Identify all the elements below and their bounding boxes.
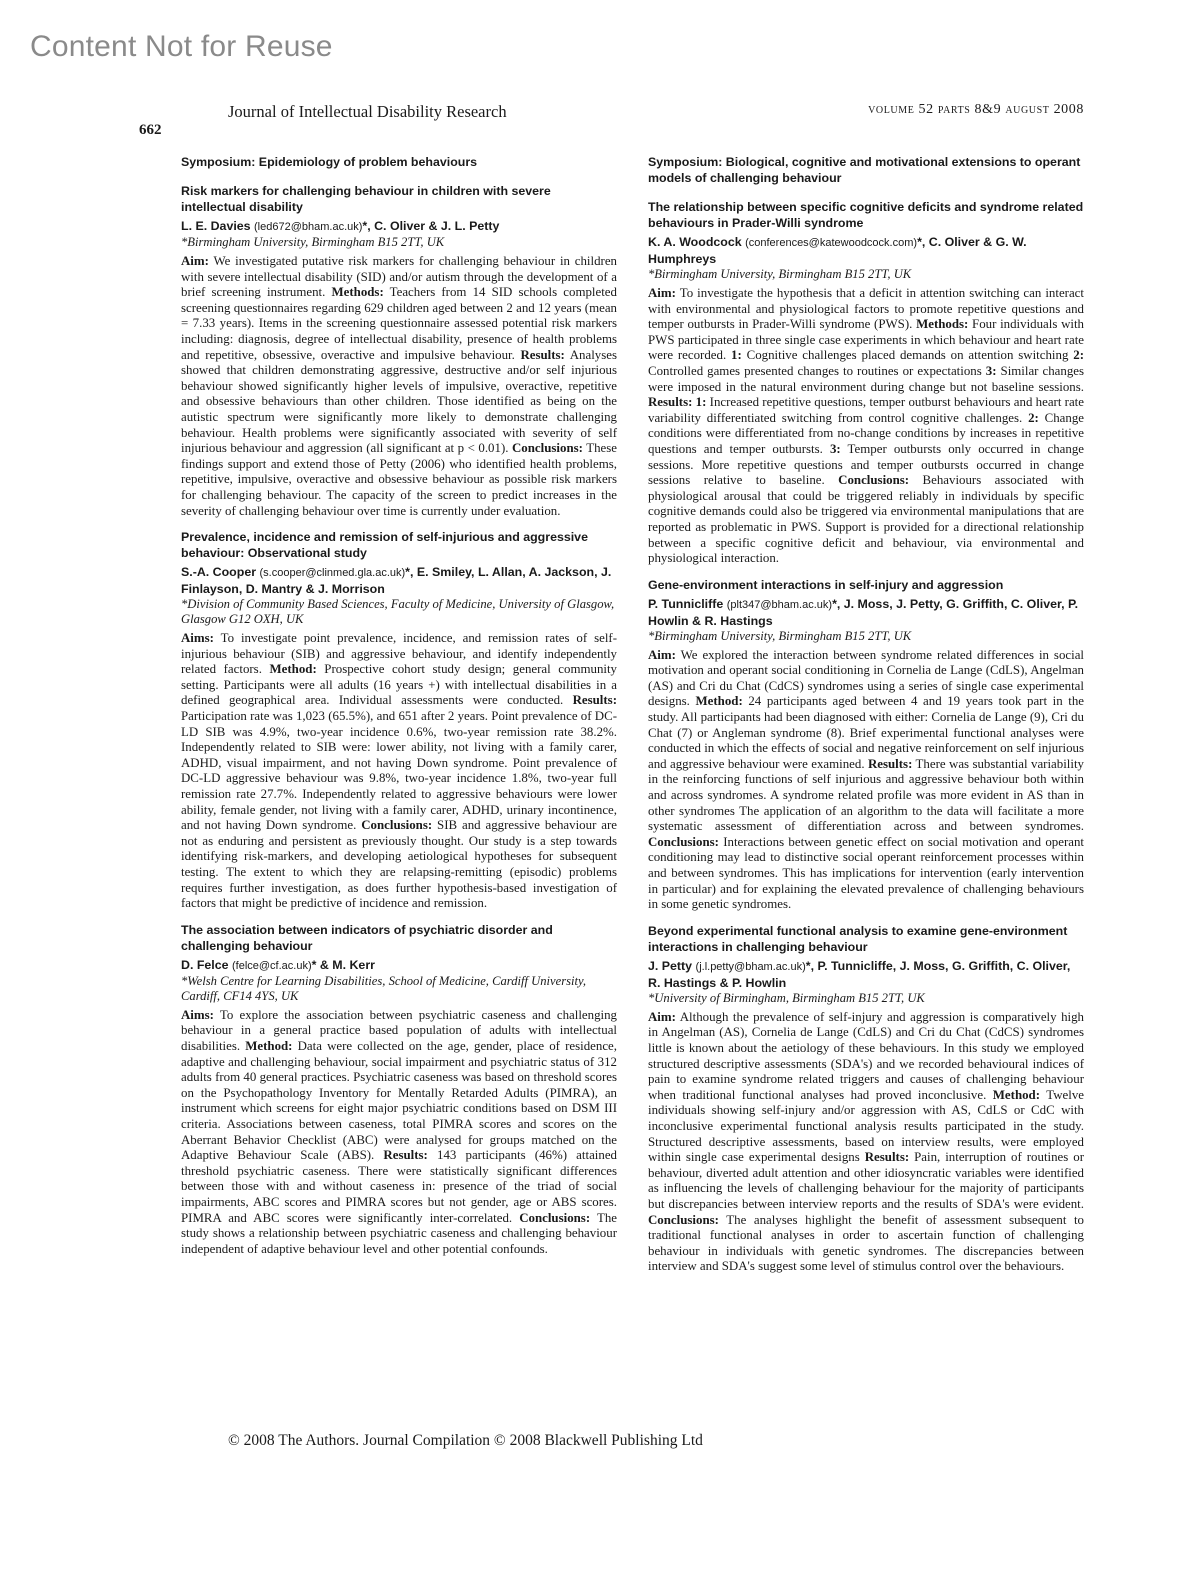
abstract-text: We explored the interaction between syndrome related differences in social motivation and operant social conditioning in Cornelia de Lange (CdLS), Angelman (AS) and Cri du Chat (CdCS) syndromes using a series of single case experimental designs. [648, 647, 1084, 709]
abstract-label: Methods: [331, 285, 384, 300]
abstract-text: Twelve individuals showing self-injury and/or aggression with AS, CdLS or CdC with inconclusive experimental functional analysis results participated in the study. Structured descriptive assessments, based on interview results, were employed within single case experimental designs [648, 1087, 1084, 1165]
abstract-label: 3: [985, 363, 997, 378]
abstract-text: To explore the association between psychiatric caseness and challenging behaviour in a general practice based population of adults with intellectual disabilities. [181, 1007, 617, 1053]
article-authors [648, 596, 1084, 629]
affiliation: *Welsh Centre for Learning Disabilities, School of Medicine, Cardiff University, Cardiff, CF14 4YS, UK [181, 973, 587, 1003]
lead-author: P. Tunnicliffe [648, 596, 724, 611]
author-email: (s.cooper@clinmed.gla.ac.uk) [259, 567, 406, 580]
article [648, 199, 1084, 567]
copyright-footer: © 2008 The Authors. Journal Compilation © 2008 Blackwell Publishing Ltd [228, 1432, 703, 1449]
article-title: Risk markers for challenging behaviour in children with severe intellectual disability [181, 184, 551, 214]
abstract-label: Results: [572, 693, 617, 708]
abstract-label: Methods: [916, 317, 969, 332]
abstract-text: Teachers from 14 SID schools completed screening questionnaires regarding 629 children aged between 2 and 12 years (mean = 7.33 years). Items in the screening questionnaire assessed potential risk markers including: diagnosis, degree of intellectual disability, presence of health problems and repetitive, obsessive, overactive and impulsive behaviour. [181, 285, 617, 362]
abstract-text: Prospective cohort study design; general community setting. Participants were all adults (16 years +) with intellectual disabilities in a defined geographical area. Individual assessments were conducted. [181, 662, 617, 708]
abstract-label: Results: [520, 347, 565, 362]
article-title: Prevalence, incidence and remission of self-injurious and aggressive behaviour: Observational study [181, 530, 588, 561]
volume-info: volume 52 parts 8&9 august 2008 [868, 102, 1084, 117]
abstract-label: Conclusions: [648, 834, 719, 849]
abstract [648, 286, 1084, 567]
article [648, 577, 1084, 913]
left-column [181, 154, 617, 1267]
lead-author: J. Petty [648, 958, 693, 973]
abstract-label: Conclusions: [512, 441, 583, 456]
abstract-text: The study shows a relationship between psychiatric caseness and challenging behaviour independent of adaptive behaviour level and other potential confounds. [181, 1210, 618, 1256]
co-authors: *, P. Tunnicliffe, J. Moss, G. Griffith, C. Oliver, R. Hastings & P. Howlin [648, 958, 1071, 990]
abstract [648, 1010, 1084, 1275]
right-column [648, 154, 1084, 1285]
abstract-label: Conclusions: [519, 1210, 591, 1225]
abstract-text: Although the prevalence of self-injury and aggression is comparatively high in Angelman (AS), Cornelia de Lange (CdLS) and Cri du Chat (CdCS) syndromes little is known about the aetiology of these behaviours. In this study we employed structured descriptive assessments (SDA's) and we recorded behavioural indices of pain to examine syndrome related triggers and causes of challenging behaviour when traditional functional analyses had proved inconclusive. [648, 1009, 1084, 1102]
article-title: Gene-environment interactions in self-injury and aggression [648, 577, 1004, 592]
abstract [181, 254, 617, 519]
abstract [181, 1008, 617, 1258]
article-title: The association between indicators of psychiatric disorder and challenging behaviour [181, 922, 553, 953]
author-email: (j.l.petty@bham.ac.uk) [695, 960, 806, 973]
abstract-text: We investigated putative risk markers for challenging behaviour in children with severe intellectual disability (SID) and/or autism through the development of a brief screening instrument. [181, 254, 617, 300]
abstract-text: Controlled games presented changes to routines or expectations [648, 363, 986, 378]
abstract-label: Results: 1: [648, 395, 707, 410]
affiliation: *Division of Community Based Sciences, Faculty of Medicine, University of Glasgow, Glasgow G12 OXH, UK [181, 597, 615, 627]
abstract-text: SIB and aggressive behaviour are not as enduring and persistent as previously thought. Our study is a step towards identifying risk-markers, and developing aetiological hypotheses for subsequent testing. The extent to which they are relapsing-remitting (episodic) problems requires further investigation, as does further hypothesis-based investigation of factors that might be predictive of incidence and remission. [181, 818, 617, 911]
abstract-label: Aim: [648, 647, 676, 662]
abstract-label: Conclusions: [361, 818, 433, 833]
journal-title: Journal of Intellectual Disability Research [228, 102, 507, 121]
author-email: (felce@cf.ac.uk) [231, 959, 312, 972]
lead-author: S.-A. Cooper [181, 565, 257, 580]
abstract-label: Results: [864, 1150, 910, 1165]
abstract-label: Method: [245, 1038, 293, 1053]
abstract-text: 143 participants (46%) attained threshold psychiatric caseness. There were statistically significant differences between those with and without caseness in: presence of the triad of social impairments, ABC scores and PIMRA scores but not gender, age or ABS scores. PIMRA and ABC scores were significantly inter-correlated. [181, 1148, 617, 1225]
abstract-text: To investigate point prevalence, incidence, and remission rates of self-injurious behaviour (SIB) and aggressive behaviour, and identify independently related factors. [181, 631, 617, 677]
abstract-label: Conclusions: [648, 1212, 719, 1227]
affiliation: *Birmingham University, Birmingham B15 2TT, UK [648, 267, 912, 281]
lead-author: L. E. Davies [181, 219, 251, 233]
abstract-text: The analyses highlight the benefit of assessment subsequent to traditional functional analyses in order to ascertain function of challenging behaviour in individuals with genetic syndromes. The discrepancies between interview and SDA's suggest some level of stimulus control over the behaviours. [648, 1212, 1084, 1274]
abstract-text: Pain, interruption of routines or behaviour, diverted adult attention and other idiosyncratic variables were identified as influencing the levels of challenging behaviour for the majority of participants but discrepancies between interview reports and the results of SDA's were evident. [648, 1150, 1084, 1211]
author-email: (plt347@bham.ac.uk) [726, 598, 833, 611]
symposium-heading: Symposium: Biological, cognitive and motivational extensions to operant models of challenging behaviour [648, 155, 1081, 185]
abstract-label: Aims: [181, 1007, 214, 1022]
abstract [648, 648, 1084, 913]
abstract-label: Results: [383, 1148, 428, 1163]
article [181, 529, 617, 912]
abstract-text: These findings support and extend those of Petty (2006) who identified health problems, repetitive, impulsive, overactive and obsessive behaviour as possible risk markers for challenging behaviour. The capacity of the screen to predict increases in the severity of challenging behaviour over time is currently under evaluation. [181, 441, 617, 518]
article [648, 923, 1084, 1275]
abstract-label: 1: [731, 348, 742, 363]
abstract-label: Aims: [181, 631, 214, 646]
abstract-text: Temper outbursts only occurred in change sessions. More repetitive questions and temper outbursts occurred in change sessions relative to baseline. [648, 441, 1084, 488]
article [181, 922, 617, 1258]
abstract-label: Aim: [648, 1009, 676, 1024]
co-authors: * & M. Kerr [311, 957, 375, 972]
article [181, 183, 617, 519]
abstract-text: Four individuals with PWS participated in three single case experiments in which behaviour and heart rate were recorded. [648, 317, 1084, 363]
affiliation: *University of Birmingham, Birmingham B15 2TT, UK [648, 990, 925, 1005]
abstract-text: To investigate the hypothesis that a deficit in attention switching can interact with environmental and physiological factors to promote repetitive questions and temper outbursts in Prader-Willi syndrome (PWS). [648, 286, 1084, 332]
abstract-text: Cognitive challenges placed demands on attention switching [741, 348, 1074, 363]
abstract-label: Method: [269, 662, 317, 677]
co-authors: *, J. Moss, J. Petty, G. Griffith, C. Oliver, P. Howlin & R. Hastings [648, 596, 1079, 628]
abstract-text: 24 participants aged between 4 and 19 years took part in the study. All participants had been diagnosed with either: Cornelia de Lange (9), Cri du Chat (7) or Angleman syndrome (8). Brief experimental functional analyses were conducted in which the effects of social and negative reinforcement on self injurious and aggressive behaviour were examined. [648, 694, 1084, 771]
co-authors: *, C. Oliver & G. W. Humphreys [648, 235, 1027, 266]
abstract-label: Aim: [181, 254, 209, 268]
abstract-label: Conclusions: [838, 473, 910, 488]
article-title: The relationship between specific cognitive deficits and syndrome related behaviours in Prader-Willi syndrome [648, 200, 1084, 230]
affiliation: *Birmingham University, Birmingham B15 2TT, UK [648, 628, 912, 643]
page-number: 662 [139, 122, 162, 138]
abstract-text: Data were collected on the age, gender, place of residence, adaptive and challenging behaviour, social impairment and psychiatric status of 312 adults from 40 general practices. Psychiatric caseness was based on threshold scores on the Psychopathology Inventory for Mentally Retarded Adults (PIMRA), an instrument which screens for eight major psychiatric conditions based on DSM III criteria. Associations between caseness, total PIMRA scores and scores on the Aberrant Behavior Checklist (ABC) were analysed for groups matched on the Adaptive Behaviour Scale (ABS). [181, 1038, 617, 1163]
abstract-label: 2: [1073, 348, 1084, 363]
abstract-label: 2: [1028, 410, 1039, 425]
article-authors [648, 234, 1084, 267]
article-title: Beyond experimental functional analysis to examine gene-environment interactions in challenging behaviour [648, 923, 1068, 954]
abstract-text: Change conditions were differentiated from no-change conditions by increases in repetitive questions and temper outbursts. [648, 410, 1084, 456]
author-email: (led672@bham.ac.uk) [254, 221, 363, 233]
abstract-label: 3: [829, 441, 841, 456]
co-authors: *, C. Oliver & J. L. Petty [362, 219, 500, 233]
lead-author: K. A. Woodcock [648, 235, 742, 249]
abstract-label: Method: [992, 1087, 1041, 1102]
author-email: (conferences@katewoodcock.com) [745, 237, 918, 249]
article-authors [181, 564, 617, 597]
article-authors [181, 957, 617, 974]
affiliation: *Birmingham University, Birmingham B15 2TT, UK [181, 235, 445, 249]
article-authors [648, 958, 1084, 991]
abstract-text: Analyses showed that children demonstrating aggressive, destructive and/or self injurious behaviour showed significantly higher levels of impulsive, overactive, repetitive and obsessive behaviours than other children. Those identified as being on the autistic spectrum were significantly more likely to demonstrate challenging behaviour. Health problems were significantly associated with severity of self injurious behaviour and aggression (all significant at p < 0.01). [181, 347, 617, 456]
article-authors [181, 218, 617, 235]
abstract-label: Method: [695, 694, 743, 709]
co-authors: *, E. Smiley, L. Allan, A. Jackson, J. Finlayson, D. Mantry & J. Morrison [181, 565, 612, 597]
abstract [181, 631, 617, 912]
abstract-text: Similar changes were imposed in the natural environment during change but not baseline sessions. [648, 363, 1085, 394]
abstract-label: Aim: [648, 286, 676, 300]
lead-author: D. Felce [181, 957, 229, 972]
abstract-text: Behaviours associated with physiological arousal that could be triggered reliably in individuals by specific cognitive demands could also be triggered via environmental manipulations that are reported as problematic in PWS. Support is provided for a directional relationship between a specific cognitive deficit and behaviour, via environmental and physiological interaction. [648, 473, 1084, 566]
abstract-text: Increased repetitive questions, temper outburst behaviours and heart rate variability differentiated switching from control cognitive challenges. [648, 395, 1084, 425]
abstract-text: Participation rate was 1,023 (65.5%), and 651 after 2 years. Point prevalence of DC-LD SIB was 4.9%, two-year incidence 0.6%, two-year remission rate 38.2%. Independently related to SIB were: lower ability, not living with a family carer, ADHD, visual impairment, and not having Down syndrome. Point prevalence of DC-LD aggressive behaviour was 9.8%, two-year incidence 1.8%, two-year full remission rate 27.7%. Independently related to aggressive behaviours were lower ability, female gender, not living with a family carer, ADHD, urinary incontinence, and not having Down syndrome. [181, 709, 617, 833]
symposium-heading: Symposium: Epidemiology of problem behaviours [181, 155, 478, 169]
abstract-text: There was substantial variability in the reinforcing functions of self injurious and aggressive behaviour both within and across syndromes. A syndrome related profile was more evident in AS than in other syndromes The application of an algorithm to the data will facilitate a more systematic assessment of differentiation across and between syndromes. [648, 756, 1084, 834]
abstract-text: Interactions between genetic effect on social motivation and operant conditioning may lead to distinctive social operant reinforcement processes within and between syndromes. This has implications for intervention (early intervention in particular) and for explaining the elevated prevalence of challenging behaviours in some genetic syndromes. [648, 834, 1084, 912]
watermark: Content Not for Reuse [30, 30, 333, 63]
abstract-label: Results: [867, 756, 913, 771]
